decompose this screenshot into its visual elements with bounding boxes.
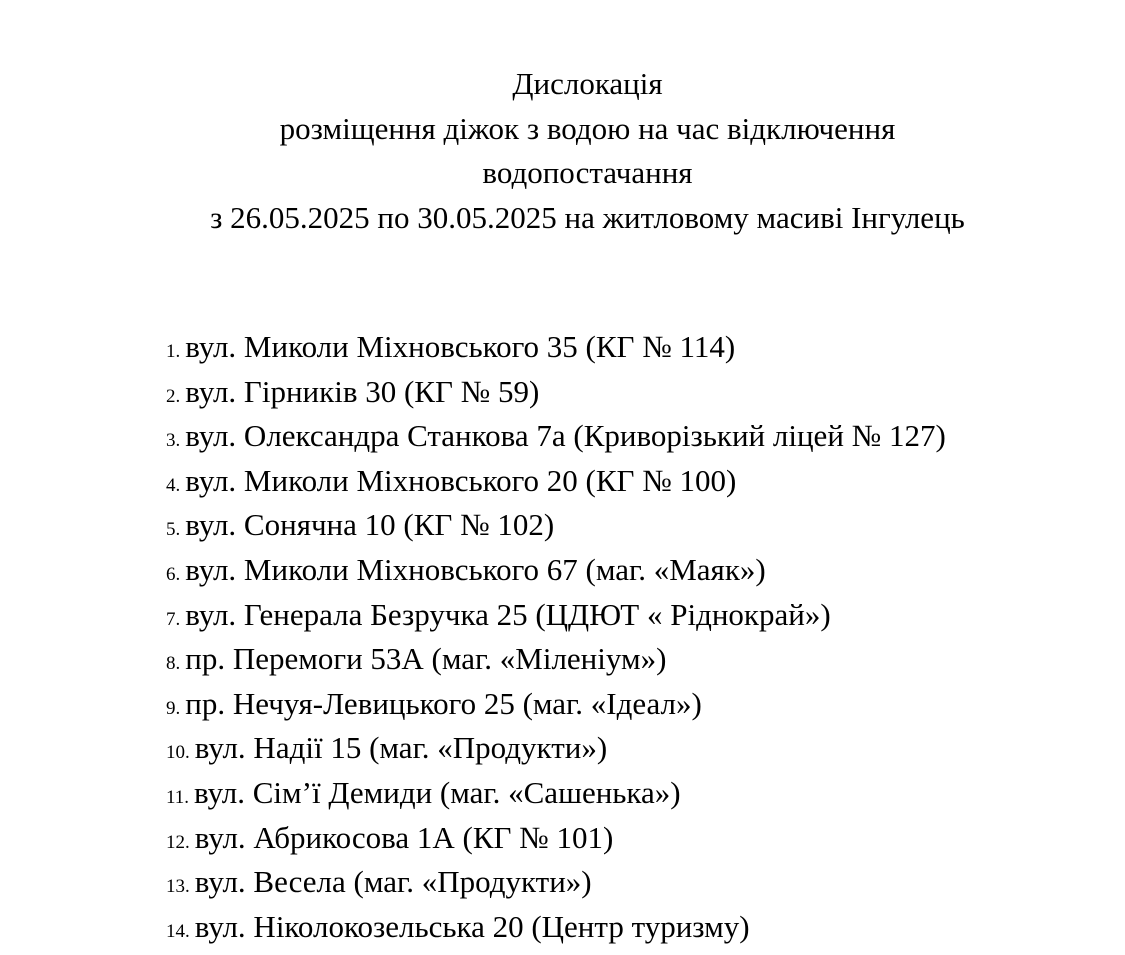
list-item-number: 5.: [166, 519, 181, 541]
list-item-number: 7.: [166, 608, 181, 630]
list-item-number: 8.: [166, 653, 181, 675]
list-item-text: пр. Нечуя-Левицького 25 (маг. «Ідеал»): [185, 685, 702, 721]
list-item-number: 3.: [166, 430, 181, 452]
list-item: [166, 416, 946, 461]
list-item: [166, 639, 946, 684]
list-item-number: 9.: [166, 697, 181, 719]
title-line-4: з 26.05.2025 по 30.05.2025 на житловому масиві Інгулець: [210, 199, 965, 235]
list-item-text: вул. Ніколокозельська 20 (Центр туризму): [194, 908, 750, 944]
title-line-3: водопостачання: [482, 155, 693, 190]
list-item: [166, 728, 946, 773]
list-item: [166, 327, 946, 372]
list-item: [166, 907, 946, 952]
list-item-number: 10.: [166, 742, 190, 764]
list-item-number: 14.: [166, 920, 190, 942]
list-item-number: 2.: [166, 385, 181, 407]
list-item-number: 12.: [166, 831, 190, 853]
list-item: [166, 372, 946, 417]
list-item-text: вул. Гірників 30 (КГ № 59): [185, 373, 540, 409]
title-line-1: Дислокація: [512, 66, 663, 101]
list-item-number: 11.: [166, 786, 190, 808]
list-item: [166, 818, 946, 863]
list-item-number: 13.: [166, 876, 190, 898]
list-item: [166, 773, 946, 818]
list-item-text: вул. Миколи Міхновського 20 (КГ № 100): [185, 462, 737, 498]
list-item-text: вул. Олександра Станкова 7а (Криворізький ліцей № 127): [185, 418, 946, 454]
list-item-text: вул. Абрикосова 1А (КГ № 101): [194, 819, 614, 855]
list-item-text: вул. Миколи Міхновського 35 (КГ № 114): [185, 329, 736, 364]
list-item: [166, 684, 946, 729]
list-item-text: вул. Миколи Міхновського 67 (маг. «Маяк»): [185, 551, 766, 587]
title-line-2: розміщення діжок з водою на час відключення: [279, 110, 896, 146]
list-item-text: вул. Сім’ї Демиди (маг. «Сашенька»): [194, 774, 681, 810]
list-item: [166, 862, 946, 907]
list-item: [166, 505, 946, 550]
list-item-text: пр. Перемоги 53А (маг. «Міленіум»): [185, 641, 667, 677]
list-item-text: вул. Сонячна 10 (КГ № 102): [185, 507, 555, 543]
list-item-number: 6.: [166, 563, 181, 585]
list-item-number: 1.: [166, 341, 181, 362]
list-item-text: вул. Генерала Безручка 25 (ЦДЮТ « Ріднокрай»): [185, 596, 831, 632]
list-item: [166, 595, 946, 640]
list-item-text: вул. Надії 15 (маг. «Продукти»): [194, 730, 608, 766]
document-title: [0, 62, 1125, 240]
location-list: [166, 327, 946, 951]
list-item-number: 4.: [166, 474, 181, 496]
list-item: [166, 461, 946, 506]
list-item: [166, 550, 946, 595]
list-item-text: вул. Весела (маг. «Продукти»): [194, 864, 592, 900]
